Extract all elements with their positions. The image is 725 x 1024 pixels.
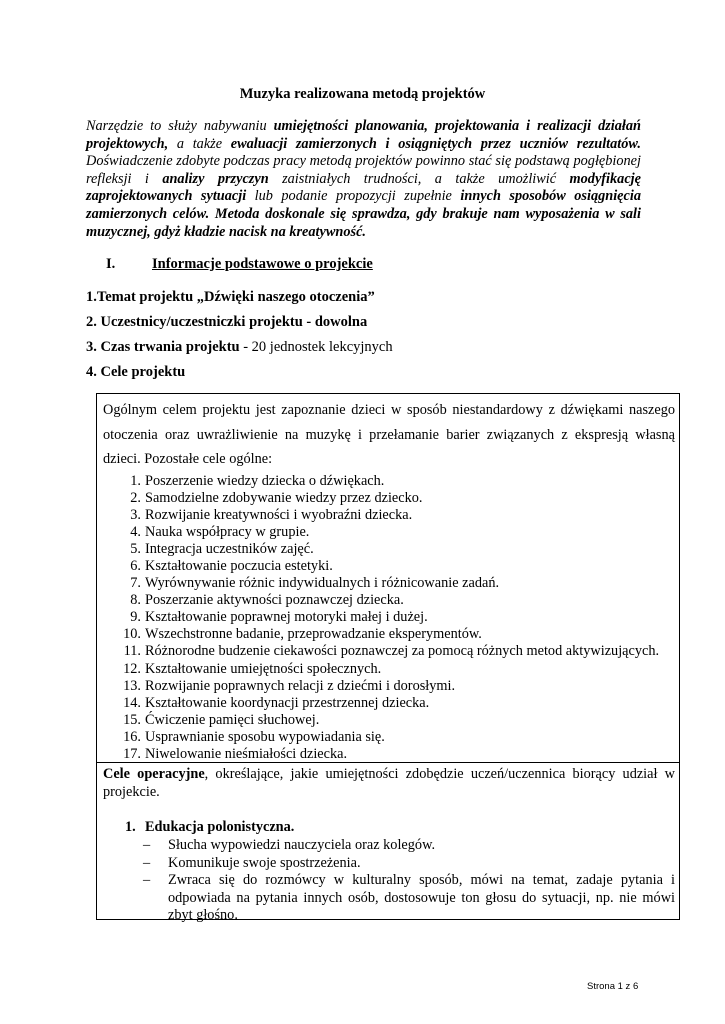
document-title: Muzyka realizowana metodą projektów — [239, 86, 486, 102]
goal-text: Wyrównywanie różnic indywidualnych i różnicowanie zadań. — [145, 575, 500, 592]
goal-text: Rozwijanie kreatywności i wyobraźni dziecka. — [145, 507, 413, 524]
goal-text: Samodzielne zdobywanie wiedzy przez dziecko. — [145, 490, 423, 507]
education-item — [143, 872, 675, 925]
goal-text: Integracja uczestników zajęć. — [145, 541, 314, 558]
education-item — [143, 837, 675, 855]
goal-text: Kształtowanie umiejętności społecznych. — [145, 660, 382, 677]
dash-bullet: – — [143, 837, 151, 853]
dash-bullet: – — [143, 872, 151, 889]
goal-text: Kształtowanie poprawnej motoryki małej i dużej. — [145, 609, 428, 626]
goal-number: 15. — [123, 711, 141, 728]
section-heading — [106, 256, 373, 273]
education-item-text: Zwraca się do rozmówcy w kulturalny sposób, mówi na temat, zadaje pytania i odpowiada na pytania innych osób, dostosowuje ton głosu do sytuacji, np. nie mówi zbyt głośno. — [168, 872, 675, 924]
goal-number: 7. — [130, 575, 141, 592]
goal-number: 10. — [123, 626, 141, 643]
education-item — [143, 855, 675, 873]
education-item-text: Komunikuje swoje spostrzeżenia. — [168, 854, 361, 871]
goal-number: 12. — [123, 660, 141, 677]
goal-text: Poszerzanie aktywności poznawczej dziecka. — [145, 592, 404, 609]
intro-segment: lub podanie propozycji zupełnie — [246, 188, 461, 205]
intro-segment: analizy przyczyn — [162, 170, 269, 187]
goal-text: Nauka współpracy w grupie. — [145, 524, 310, 541]
heading-goals: 4. Cele projektu — [86, 364, 186, 380]
goal-text: Poszerzenie wiedzy dziecka o dźwiękach. — [145, 473, 385, 489]
operational-paragraph — [103, 766, 675, 801]
intro-segment: modyfikację zaprojektowanych sytuacji — [86, 170, 641, 205]
section-number: I. — [106, 256, 116, 272]
operational-label: Cele operacyjne — [103, 766, 205, 782]
operational-text: , określające, jakie umiejętności zdobędzie uczeń/uczennica biorący udział w projekcie. — [103, 766, 675, 800]
intro-segment: zaistniałych trudności, a także umożliwić — [268, 170, 570, 187]
heading-duration-label: 3. Czas trwania projektu — [86, 339, 240, 355]
goal-number: 16. — [123, 728, 141, 745]
goal-number: 8. — [130, 592, 141, 609]
heading-participants: 2. Uczestnicy/uczestniczki projektu - dowolna — [86, 314, 368, 330]
education-label: Edukacja polonistyczna. — [145, 819, 295, 835]
goal-number: 13. — [123, 677, 141, 694]
intro-segment: umiejętności planowania, projektowania i realizacji działań projektowych, — [86, 118, 641, 152]
education-list — [143, 837, 675, 925]
general-goal-paragraph: Ogólnym celem projektu jest zapoznanie dzieci w sposób niestandardowy z dźwiękami naszego otoczenia oraz uwrażliwienie na muzykę i przełamanie barier związanych z ekspresją własną dzieci. Pozostałe cele ogólne: — [103, 402, 675, 468]
page-number: Strona 1 z 6 — [587, 981, 639, 992]
goal-number: 3. — [130, 507, 141, 524]
intro-segment: ewaluacji zamierzonych i osiągniętych przez uczniów rezultatów. — [230, 135, 641, 152]
goal-text: Kształtowanie koordynacji przestrzennej dziecka. — [145, 694, 430, 711]
goal-number: 4. — [130, 524, 141, 541]
goal-text: Różnorodne budzenie ciekawości poznawczej za pomocą różnych metod aktywizujących. — [145, 643, 660, 660]
education-heading — [125, 819, 294, 836]
goal-text: Usprawnianie sposobu wypowiadania się. — [145, 728, 385, 745]
goal-number: 14. — [123, 694, 141, 711]
intro-segment: Doświadczenie zdobyte podczas pracy metodą projektów powinno stać się podstawą pogłębionej refleksji i — [86, 153, 641, 187]
dash-bullet: – — [143, 854, 151, 871]
goal-number: 2. — [130, 490, 141, 507]
goal-number: 9. — [130, 609, 141, 626]
goal-text: Rozwijanie poprawnych relacji z dziećmi i dorosłymi. — [145, 677, 456, 694]
goal-text: Kształtowanie poczucia estetyki. — [145, 558, 333, 575]
intro-segment: a także — [168, 135, 231, 152]
goal-text: Niwelowanie nieśmiałości dziecka. — [145, 745, 348, 762]
goal-text: Ćwiczenie pamięci słuchowej. — [145, 711, 320, 728]
goal-text: Wszechstronne badanie, przeprowadzanie eksperymentów. — [145, 626, 482, 643]
goal-number: 17. — [123, 745, 141, 762]
operational-goals-box — [96, 762, 680, 924]
goal-number: 1. — [130, 473, 141, 489]
goal-number: 11. — [123, 643, 141, 660]
heading-duration-value: - 20 jednostek lekcyjnych — [239, 339, 393, 355]
education-number: 1. — [125, 819, 136, 835]
goal-number: 5. — [130, 541, 141, 558]
intro-segment: Narzędzie to służy nabywaniu — [86, 118, 274, 134]
section-title: Informacje podstawowe o projekcie — [152, 256, 373, 272]
goal-number: 6. — [130, 558, 141, 575]
education-item-text: Słucha wypowiedzi nauczyciela oraz kolegów. — [168, 837, 436, 853]
intro-segment: innych sposobów osiągnięcia zamierzonych celów. Metoda doskonale się sprawdza, gdy brakuje nam wyposażenia w sali muzycznej, gdyż kładzie nacisk na kreatywność. — [86, 188, 641, 240]
heading-topic: 1.Temat projektu „Dźwięki naszego otoczenia” — [86, 289, 375, 305]
general-goals-box — [96, 393, 680, 763]
intro-paragraph — [86, 118, 641, 241]
heading-duration — [86, 339, 393, 356]
